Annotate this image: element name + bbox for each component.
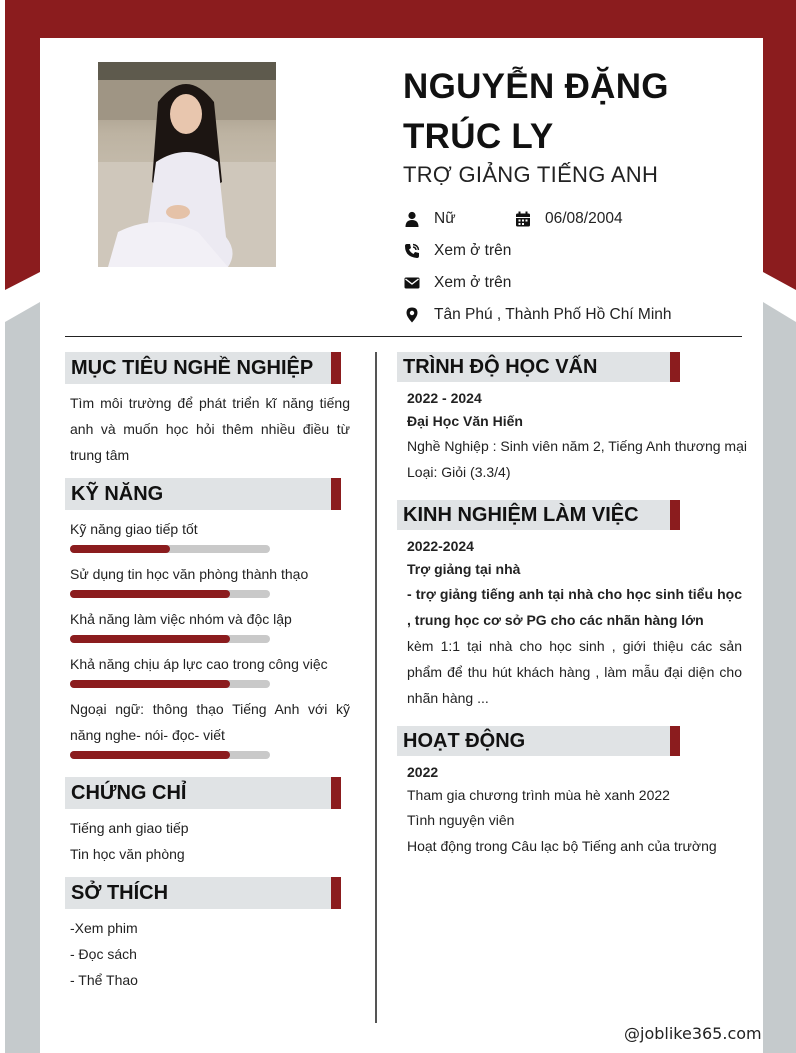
- experience-period: 2022-2024: [407, 538, 474, 554]
- section-certificates-header: [65, 777, 341, 809]
- skill-item: [70, 561, 350, 598]
- header-divider: [65, 336, 742, 337]
- skill-item: [70, 651, 350, 688]
- objective-text: Tìm môi trường để phát triển kĩ năng tiếng anh và muốn học hỏi thêm nhiều điều từ trung tâm: [70, 395, 350, 463]
- skill-bar-fill: [70, 545, 170, 553]
- skill-label: Khả năng làm việc nhóm và độc lập: [70, 611, 292, 627]
- section-title: CHỨNG CHỈ: [71, 782, 187, 804]
- candidate-name: NGUYỄN ĐẶNG TRÚC LY: [403, 67, 669, 156]
- education-major: Nghề Nghiệp : Sinh viên năm 2, Tiếng Anh thương mại: [407, 438, 747, 454]
- certificate-item: Tiếng anh giao tiếp: [70, 820, 189, 836]
- section-activities-header: [397, 726, 680, 756]
- section-title: HOẠT ĐỘNG: [403, 730, 526, 752]
- email-value: Xem ở trên: [434, 274, 512, 291]
- section-title: KỸ NĂNG: [71, 483, 164, 505]
- skill-bar-fill: [70, 680, 230, 688]
- skill-bar: [70, 635, 270, 643]
- section-skills-header: [65, 478, 341, 510]
- skill-label: Khả năng chịu áp lực cao trong công việc: [70, 656, 328, 672]
- section-title: SỞ THÍCH: [71, 882, 169, 904]
- education-grade: Loại: Giỏi (3.3/4): [407, 464, 511, 480]
- activities-year: 2022: [407, 764, 439, 780]
- skill-bar: [70, 751, 270, 759]
- skill-label: Ngoại ngữ: thông thạo Tiếng Anh với kỹ năng nghe- nói- đọc- viết: [70, 701, 350, 743]
- address-row: [404, 306, 672, 324]
- birthdate-value: 06/08/2004: [545, 210, 623, 227]
- activity-item: Tình nguyện viên: [407, 812, 515, 828]
- job-title: TRỢ GIẢNG TIẾNG ANH: [403, 162, 659, 187]
- phone-row: [404, 242, 511, 260]
- section-education-header: [397, 352, 680, 382]
- skill-label: Sử dụng tin học văn phòng thành thạo: [70, 566, 309, 582]
- profile-photo: [98, 62, 276, 267]
- skill-item: [70, 696, 350, 759]
- calendar-icon: [515, 211, 531, 227]
- skill-bar: [70, 680, 270, 688]
- email-row: [404, 274, 511, 292]
- skill-label: Kỹ năng giao tiếp tốt: [70, 521, 198, 537]
- column-divider: [375, 352, 377, 1023]
- gender-value: Nữ: [434, 210, 456, 227]
- hobby-item: -Xem phim: [70, 920, 138, 936]
- birthdate-row: [515, 210, 623, 228]
- skill-bar: [70, 590, 270, 598]
- footer-watermark: @joblike365.com: [624, 1024, 762, 1043]
- skill-bar-fill: [70, 751, 230, 759]
- phone-value: Xem ở trên: [434, 242, 512, 259]
- section-title: KINH NGHIỆM LÀM VIỆC: [403, 504, 639, 526]
- section-title: MỤC TIÊU NGHỀ NGHIỆP: [71, 357, 314, 379]
- phone-icon: [404, 243, 420, 259]
- person-icon: [404, 211, 420, 227]
- skill-item: [70, 516, 350, 553]
- address-value: Tân Phú , Thành Phố Hồ Chí Minh: [434, 306, 672, 323]
- certificate-item: Tin học văn phòng: [70, 846, 185, 862]
- hobby-item: - Thể Thao: [70, 972, 138, 988]
- section-objective-header: [65, 352, 341, 384]
- skill-bar-fill: [70, 635, 230, 643]
- hobby-item: - Đọc sách: [70, 946, 137, 962]
- activity-item: Tham gia chương trình mùa hè xanh 2022: [407, 787, 670, 803]
- education-school: Đại Học Văn Hiến: [407, 413, 523, 429]
- envelope-icon: [404, 275, 420, 291]
- activity-item: Hoạt động trong Câu lạc bộ Tiếng anh của trường: [407, 838, 717, 854]
- education-period: 2022 - 2024: [407, 390, 482, 406]
- skill-item: [70, 606, 350, 643]
- skill-bar-fill: [70, 590, 230, 598]
- section-title: TRÌNH ĐỘ HỌC VẤN: [403, 356, 598, 378]
- skill-bar: [70, 545, 270, 553]
- gender-row: [404, 210, 456, 228]
- experience-role: Trợ giảng tại nhà: [407, 561, 521, 577]
- experience-description: kèm 1:1 tại nhà cho học sinh , giới thiệu các sản phẩm để thu hút khách hàng , làm mẫu đại diện cho nhãn hàng ...: [407, 638, 742, 706]
- section-hobbies-header: [65, 877, 341, 909]
- location-pin-icon: [404, 307, 420, 323]
- experience-highlight: - trợ giảng tiếng anh tại nhà cho học sinh tiểu học , trung học cơ sở PG cho các nhãn hàng lớn: [407, 586, 742, 628]
- section-experience-header: [397, 500, 680, 530]
